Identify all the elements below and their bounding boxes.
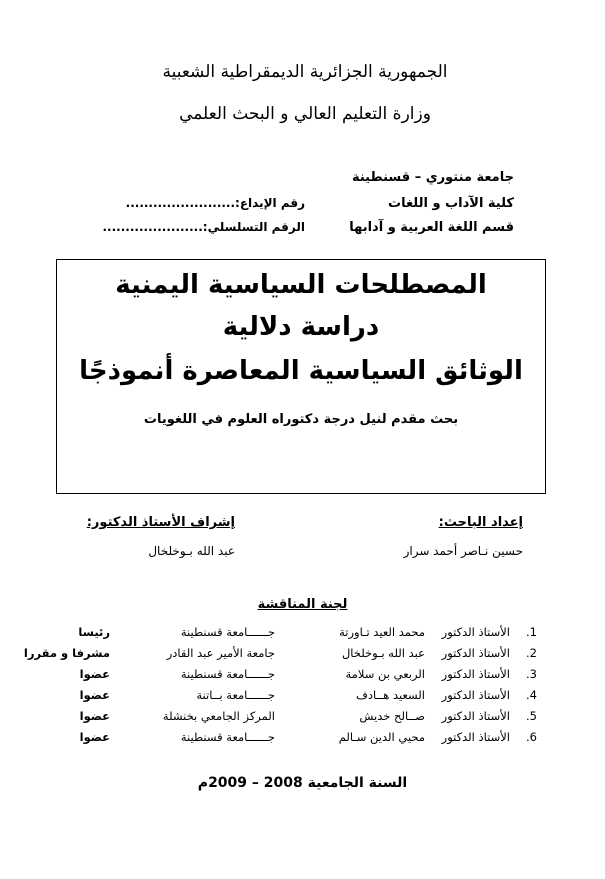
prepared-by-label: إعداد الباحث: xyxy=(438,515,523,530)
member-title: الأستاذ الدكتور xyxy=(441,625,510,639)
thesis-subtitle: بحث مقدم لنيل درجة دكتوراه العلوم في اللغويات xyxy=(143,412,459,427)
member-role: مشرفا و مقررا xyxy=(23,646,110,660)
member-number: 5. xyxy=(526,709,537,723)
thesis-title-line3: الوثائق السياسية المعاصرة أنموذجًا xyxy=(79,356,523,386)
member-number: 2. xyxy=(526,646,537,660)
thesis-title-line2: دراسة دلالية xyxy=(222,312,380,342)
member-university: جــــــامعة قسنطينة xyxy=(180,625,275,639)
committee-member-row xyxy=(0,709,605,729)
member-role: عضوا xyxy=(79,688,110,702)
title-box xyxy=(56,259,546,494)
supervisor-name: عبد الله بـوخلخال xyxy=(148,544,235,558)
member-university: جــــــامعة قسنطينة xyxy=(180,730,275,744)
member-title: الأستاذ الدكتور xyxy=(441,646,510,660)
supervisor-label: إشراف الأستاذ الدكتور: xyxy=(86,515,235,530)
committee-member-row xyxy=(0,730,605,750)
thesis-title-line1: المصطلحات السياسية اليمنية xyxy=(115,270,487,300)
member-role: عضوا xyxy=(79,709,110,723)
academic-year: السنة الجامعية 2008 – 2009م xyxy=(197,775,408,791)
member-role: عضوا xyxy=(79,730,110,744)
member-title: الأستاذ الدكتور xyxy=(441,688,510,702)
member-title: الأستاذ الدكتور xyxy=(441,730,510,744)
member-role: رئيسا xyxy=(78,625,110,639)
member-title: الأستاذ الدكتور xyxy=(441,709,510,723)
member-number: 3. xyxy=(526,667,537,681)
member-title: الأستاذ الدكتور xyxy=(441,667,510,681)
member-number: 1. xyxy=(526,625,537,639)
member-name: صــالح خديش xyxy=(359,709,425,723)
committee-member-row xyxy=(0,688,605,708)
member-university: جــــــامعة قسنطينة xyxy=(180,667,275,681)
committee-member-row xyxy=(0,667,605,687)
member-name: الربعي بن سلامة xyxy=(345,667,425,681)
deposit-number: رقم الإيداع:........................ xyxy=(125,196,305,210)
faculty-name: كلية الآداب و اللغات xyxy=(388,196,514,211)
republic-header: الجمهورية الجزائرية الديمقراطية الشعبية xyxy=(162,62,448,82)
member-name: محيي الدين سـالم xyxy=(338,730,425,744)
member-name: السعيد هــادف xyxy=(355,688,425,702)
committee-member-row xyxy=(0,646,605,666)
department-name: قسم اللغة العربية و آدابها xyxy=(349,220,514,235)
serial-number: الرقم التسلسلي:...................... xyxy=(102,220,305,234)
member-university: جــــــامعة بــاتنة xyxy=(196,688,275,702)
university-name: جامعة منتوري – قسنطينة xyxy=(351,170,514,185)
ministry-header: وزارة التعليم العالي و البحث العلمي xyxy=(179,104,431,124)
member-university: المركز الجامعي بخنشلة xyxy=(162,709,275,723)
member-name: عبد الله بـوخلخال xyxy=(341,646,425,660)
member-role: عضوا xyxy=(79,667,110,681)
member-name: محمد العيد تـاورتة xyxy=(339,625,425,639)
committee-member-row xyxy=(0,625,605,645)
committee-heading: لجنة المناقشة xyxy=(257,597,348,612)
member-number: 4. xyxy=(526,688,537,702)
member-number: 6. xyxy=(526,730,537,744)
researcher-name: حسين نـاصر أحمد سرار xyxy=(403,544,523,558)
member-university: جامعة الأمير عبد القادر xyxy=(166,646,275,660)
